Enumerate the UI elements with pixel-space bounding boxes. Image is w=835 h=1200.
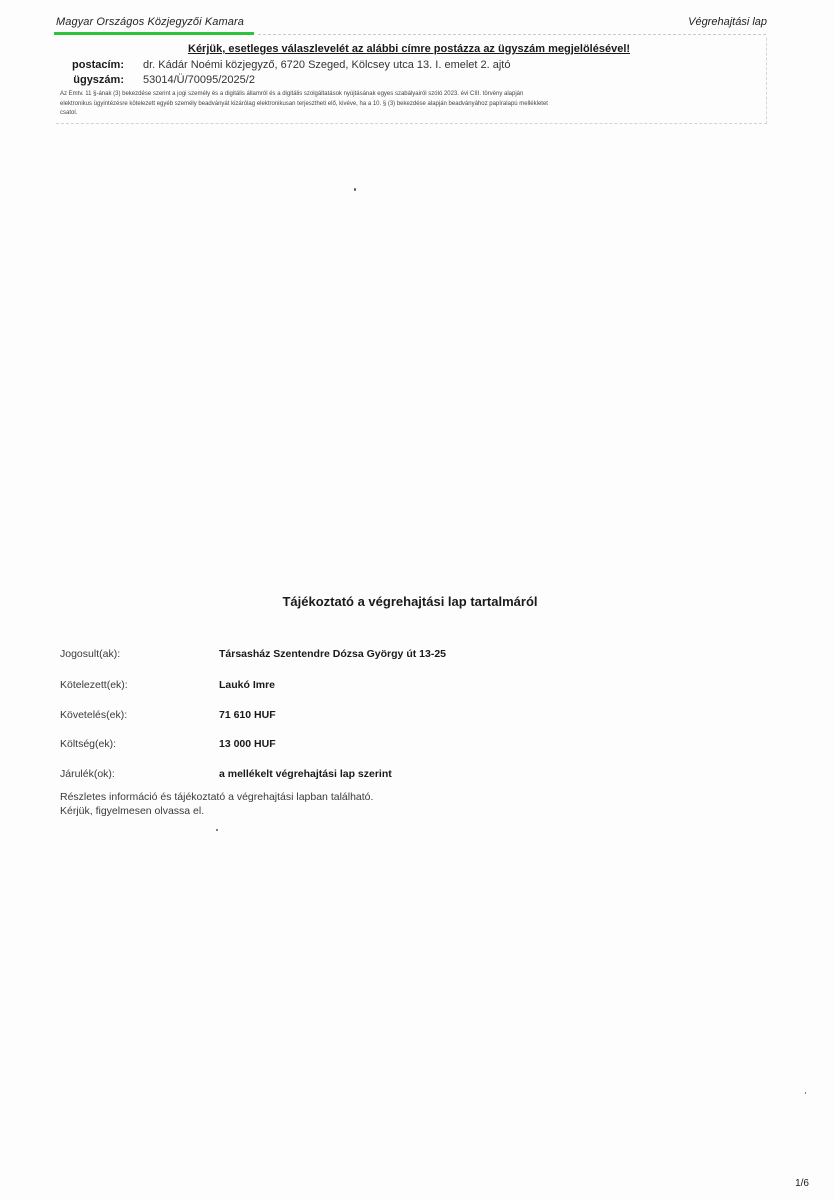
entitled-value: Társasház Szentendre Dózsa György út 13-25 <box>219 648 446 660</box>
notice-title: Kérjük, esetleges válaszlevelét az alábbi címre postázza az ügyszám megjelölésével! <box>188 43 631 55</box>
read-carefully-note: Kérjük, figyelmesen olvassa el. <box>60 805 205 817</box>
claim-value: 71 610 HUF <box>219 709 276 721</box>
accessory-label: Járulék(ok): <box>60 768 115 780</box>
case-number-value: 53014/Ü/70095/2025/2 <box>143 74 255 86</box>
scan-speck <box>216 829 218 831</box>
postal-address-value: dr. Kádár Noémi közjegyző, 6720 Szeged, Kölcsey utca 13. I. emelet 2. ajtó <box>143 59 511 71</box>
cost-label: Költség(ek): <box>60 738 117 750</box>
details-note: Részletes információ és tájékoztató a végrehajtási lapban található. <box>60 791 374 803</box>
obligor-label: Kötelezett(ek): <box>60 679 128 691</box>
postal-address-label: postacím: <box>72 59 124 71</box>
fineprint-line: elektronikus ügyintézésre kötelezett egyéb személy beadványát kizárólag elektronikusan terjesztheti elő, kivéve, ha a 10. § (3) bekezdése alapján beadványához papíralapú mellékletet <box>60 100 548 107</box>
claim-label: Követelés(ek): <box>60 709 128 721</box>
accessory-value: a mellékelt végrehajtási lap szerint <box>219 768 392 780</box>
entitled-label: Jogosult(ak): <box>60 648 121 660</box>
summary-title: Tájékoztató a végrehajtási lap tartalmáról <box>282 594 538 609</box>
page-number: 1/6 <box>795 1178 809 1189</box>
obligor-value: Laukó Imre <box>219 679 276 691</box>
scan-speck <box>354 188 356 191</box>
fineprint-line: Az Emtv. 11 §-ának (3) bekezdése szerint a jogi személy és a digitális államról és a digitális szolgáltatások nyújtásának egyes szabályairól szóló 2023. évi CIII. törvény alapján <box>60 91 524 97</box>
header-divider <box>258 34 766 35</box>
scan-speck <box>805 1092 806 1094</box>
case-number-label: ügyszám: <box>73 74 124 86</box>
document-type: Végrehajtási lap <box>688 16 767 28</box>
legal-fineprint <box>60 90 760 119</box>
header-underline <box>54 32 254 35</box>
cost-value: 13 000 HUF <box>219 738 276 750</box>
fineprint-line: csatol. <box>60 110 78 116</box>
organization-name: Magyar Országos Közjegyzői Kamara <box>56 16 244 28</box>
